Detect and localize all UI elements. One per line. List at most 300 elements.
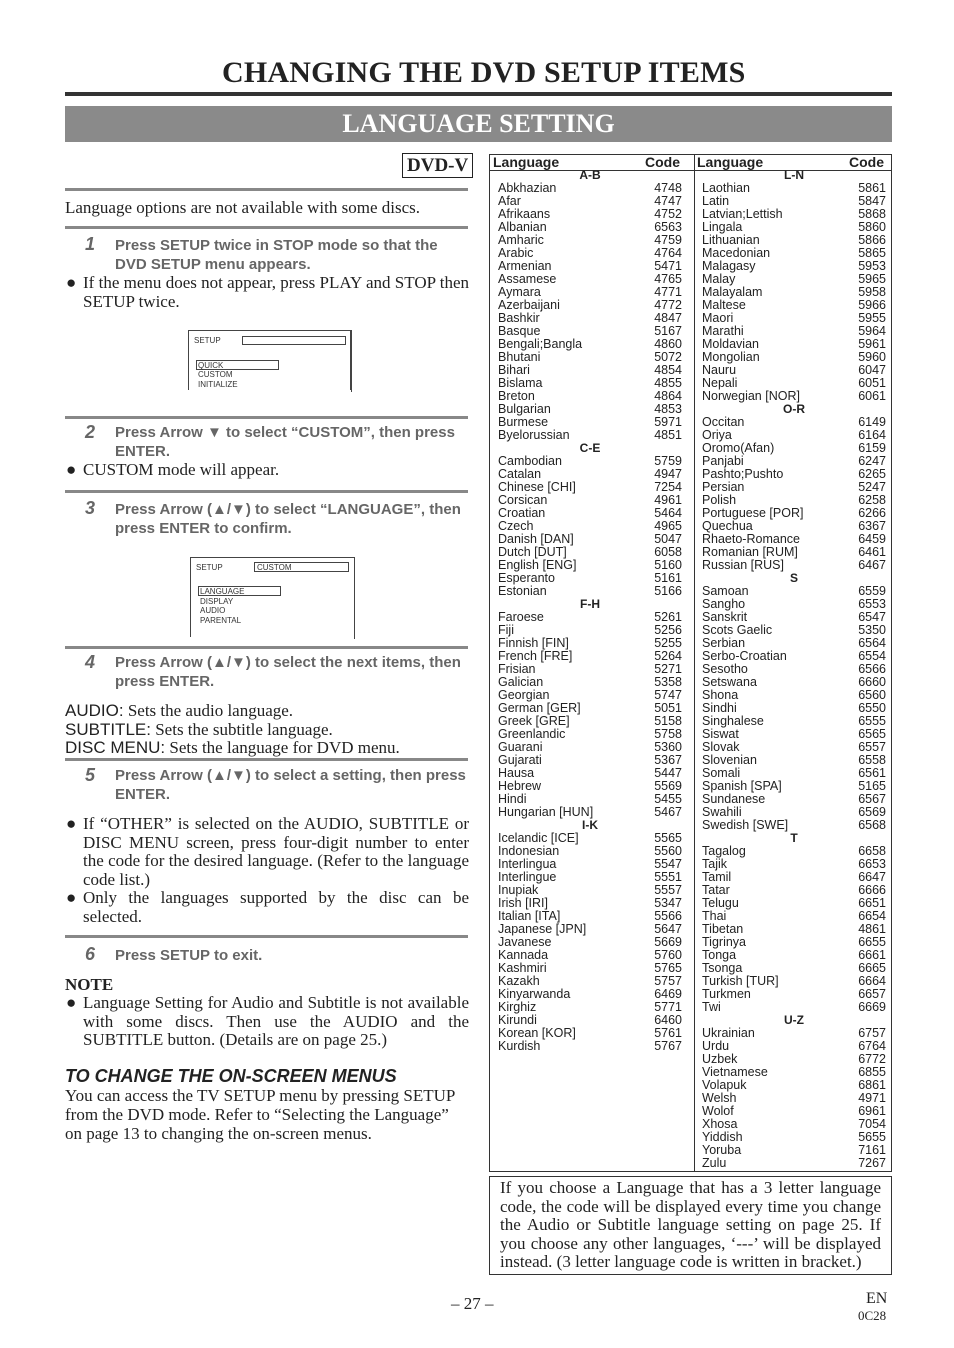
language-name: Hindi — [498, 792, 527, 806]
language-name: Chinese [CHI] — [498, 480, 576, 494]
language-code: 5350 — [858, 623, 886, 637]
language-name: Hebrew — [498, 779, 542, 793]
language-code: 6563 — [654, 220, 682, 234]
language-code: 6861 — [858, 1078, 886, 1092]
language-code: 7054 — [858, 1117, 886, 1131]
language-name: Vietnamese — [702, 1065, 768, 1079]
divider — [65, 226, 468, 229]
language-name: Telugu — [702, 896, 739, 910]
language-code: 5557 — [654, 883, 682, 897]
language-name: Yiddish — [702, 1130, 743, 1144]
language-code: 6654 — [858, 909, 886, 923]
language-name: Sindhi — [702, 701, 737, 715]
language-code: 5565 — [654, 831, 682, 845]
language-code: 6266 — [858, 506, 886, 520]
language-name: German [GER] — [498, 701, 581, 715]
language-code: 4764 — [654, 246, 682, 260]
language-code: 5551 — [654, 870, 682, 884]
language-name: Bashkir — [498, 311, 540, 325]
language-row — [702, 1157, 886, 1170]
language-row — [702, 559, 886, 572]
language-name: Fiji — [498, 623, 514, 637]
language-name: Lingala — [702, 220, 743, 234]
step-4-number: 4 — [85, 652, 96, 672]
language-name: Dutch [DUT] — [498, 545, 567, 559]
language-name: Aymara — [498, 285, 541, 299]
language-code: 5759 — [654, 454, 682, 468]
step-2-bullet: ● CUSTOM mode will appear. — [66, 460, 280, 479]
language-name: Albanian — [498, 220, 547, 234]
divider — [65, 490, 468, 493]
language-code: 5051 — [654, 701, 682, 715]
language-name: Malayalam — [702, 285, 763, 299]
language-row — [498, 806, 682, 819]
title-rule — [65, 92, 892, 96]
language-code: 5566 — [654, 909, 682, 923]
language-code: 4847 — [654, 311, 682, 325]
divider — [65, 188, 468, 191]
language-code: 6559 — [858, 584, 886, 598]
language-name: Xhosa — [702, 1117, 738, 1131]
language-code: 6855 — [858, 1065, 886, 1079]
language-code: 4971 — [858, 1091, 886, 1105]
language-code: 6566 — [858, 662, 886, 676]
language-name: Polish — [702, 493, 737, 507]
language-code: 6547 — [858, 610, 886, 624]
language-code: 5860 — [858, 220, 886, 234]
language-name: Hungarian [HUN] — [498, 805, 594, 819]
language-code: 6061 — [858, 389, 886, 403]
language-code: 5047 — [654, 532, 682, 546]
language-code: 5464 — [654, 506, 682, 520]
language-code: 6058 — [654, 545, 682, 559]
language-name: Romanian [RUM] — [702, 545, 798, 559]
language-code: 6655 — [858, 935, 886, 949]
group-header: F-H — [580, 597, 600, 611]
language-code: 6051 — [858, 376, 886, 390]
language-code: 6560 — [858, 688, 886, 702]
language-name: Afrikaans — [498, 207, 551, 221]
setup-screen-1 — [188, 330, 363, 392]
language-name: Latin — [702, 194, 730, 208]
language-name: Volapuk — [702, 1078, 747, 1092]
group-header: O-R — [783, 402, 805, 416]
language-name: Quechua — [702, 519, 753, 533]
language-code: 6772 — [858, 1052, 886, 1066]
document-code: 0C28 — [858, 1308, 887, 1323]
language-code: 6561 — [858, 766, 886, 780]
language-code: 6565 — [858, 727, 886, 741]
divider — [65, 758, 468, 761]
language-name: Oriya — [702, 428, 732, 442]
language-name: Serbian — [702, 636, 746, 650]
language-row — [498, 429, 682, 442]
language-name: Scots Gaelic — [702, 623, 773, 637]
language-code: 4864 — [654, 389, 682, 403]
language-name: Hausa — [498, 766, 535, 780]
language-code: 6961 — [858, 1104, 886, 1118]
language-code: 4748 — [654, 181, 682, 195]
language-code: 6764 — [858, 1039, 886, 1053]
language-name: Interlingue — [498, 870, 557, 884]
language-code: 5960 — [858, 350, 886, 364]
language-code: 6553 — [858, 597, 886, 611]
language-name: Kashmiri — [498, 961, 547, 975]
language-code: 4965 — [654, 519, 682, 533]
language-code: 4771 — [654, 285, 682, 299]
language-name: Turkmen — [702, 987, 751, 1001]
language-code: 5447 — [654, 766, 682, 780]
language-name: Italian [ITA] — [498, 909, 561, 923]
language-code: 5347 — [654, 896, 682, 910]
language-code: 6568 — [858, 818, 886, 832]
language-code: 6265 — [858, 467, 886, 481]
group-header: T — [790, 831, 798, 845]
language-name: Nepali — [702, 376, 738, 390]
language-name: Byelorussian — [498, 428, 570, 442]
language-code: 6159 — [858, 441, 886, 455]
language-name: Tagalog — [702, 844, 746, 858]
language-name: Croatian — [498, 506, 546, 520]
language-name: Amharic — [498, 233, 544, 247]
section-banner: LANGUAGE SETTING — [65, 106, 892, 142]
screen-2-item-language: LANGUAGE — [200, 587, 245, 596]
language-name: Interlingua — [498, 857, 557, 871]
language-code: 5358 — [654, 675, 682, 689]
language-code: 6569 — [858, 805, 886, 819]
language-code: 5471 — [654, 259, 682, 273]
language-code: 5965 — [858, 272, 886, 286]
language-name: Maori — [702, 311, 734, 325]
language-code: 5866 — [858, 233, 886, 247]
language-name: Bulgarian — [498, 402, 551, 416]
note-bullet: ● Language Setting for Audio and Subtitle is not available with some discs. Then use the AUDIO and the SUBTITLE button. (Details are on page 25.) — [66, 993, 469, 1049]
language-name: Spanish [SPA] — [702, 779, 782, 793]
language-name: Pashto;Pushto — [702, 467, 784, 481]
language-name: Abkhazian — [498, 181, 557, 195]
language-name: Azerbaijani — [498, 298, 560, 312]
step-1-bullet: ● If the menu does not appear, press PLAY and STOP then SETUP twice. — [66, 273, 469, 311]
language-row — [498, 1040, 682, 1053]
language-code: 4861 — [858, 922, 886, 936]
language-name: Danish [DAN] — [498, 532, 574, 546]
language-name: Icelandic [ICE] — [498, 831, 579, 845]
language-code: 5072 — [654, 350, 682, 364]
language-code: 5761 — [654, 1026, 682, 1040]
language-name: Latvian;Lettish — [702, 207, 783, 221]
language-name: Frisian — [498, 662, 536, 676]
language-name: Norwegian [NOR] — [702, 389, 800, 403]
language-name: Catalan — [498, 467, 542, 481]
table-header-language: Language — [493, 154, 560, 170]
language-code: 5669 — [654, 935, 682, 949]
language-name: Burmese — [498, 415, 549, 429]
divider — [65, 935, 468, 938]
language-name: Faroese — [498, 610, 544, 624]
language-code: 5757 — [654, 974, 682, 988]
screen-2-tab-custom: CUSTOM — [257, 563, 292, 572]
dvd-v-badge: DVD-V — [402, 153, 473, 178]
language-name: Afar — [498, 194, 521, 208]
language-name: Corsican — [498, 493, 548, 507]
note-heading: NOTE — [65, 975, 114, 994]
language-name: Shona — [702, 688, 739, 702]
language-code: 6660 — [858, 675, 886, 689]
language-name: Siswat — [702, 727, 739, 741]
screen-2-item-audio: AUDIO — [200, 606, 226, 615]
language-column-right — [702, 169, 886, 1170]
language-name: Welsh — [702, 1091, 737, 1105]
language-name: Kirundi — [498, 1013, 537, 1027]
language-name: Tajik — [702, 857, 728, 871]
language-name: Breton — [498, 389, 535, 403]
language-code: 5166 — [654, 584, 682, 598]
language-code: 5547 — [654, 857, 682, 871]
language-name: Bengali;Bangla — [498, 337, 583, 351]
language-code: 6564 — [858, 636, 886, 650]
group-header: I-K — [582, 818, 598, 832]
language-code: 5971 — [654, 415, 682, 429]
language-name: Wolof — [702, 1104, 734, 1118]
language-name: Somali — [702, 766, 741, 780]
language-code: 6653 — [858, 857, 886, 871]
language-name: Nauru — [702, 363, 737, 377]
language-code: 6258 — [858, 493, 886, 507]
language-code: 4947 — [654, 467, 682, 481]
language-name: Tibetan — [702, 922, 744, 936]
language-name: Sesotho — [702, 662, 748, 676]
language-code: 6665 — [858, 961, 886, 975]
language-code: 4961 — [654, 493, 682, 507]
language-code: 5569 — [654, 779, 682, 793]
audio-definition: AUDIO: Sets the audio language. — [65, 701, 294, 720]
language-name: Macedonian — [702, 246, 771, 260]
table-header-code: Code — [849, 154, 884, 170]
language-name: Russian [RUS] — [702, 558, 784, 572]
language-name: Tsonga — [702, 961, 743, 975]
language-code: 5868 — [858, 207, 886, 221]
language-code: 7267 — [858, 1156, 886, 1170]
step-5-bullet-other: ● If “OTHER” is selected on the AUDIO, SUBTITLE or DISC MENU screen, press four-digit number to enter the code for the desired language. (Refer to the language code list.) — [66, 814, 469, 889]
language-name: Sanskrit — [702, 610, 748, 624]
language-code: 6461 — [858, 545, 886, 559]
group-header: A-B — [579, 168, 601, 182]
language-code: 4747 — [654, 194, 682, 208]
language-code: 5261 — [654, 610, 682, 624]
language-name: English [ENG] — [498, 558, 577, 572]
language-name: Thai — [702, 909, 727, 923]
language-name: Laothian — [702, 181, 750, 195]
language-code: 5264 — [654, 649, 682, 663]
language-name: Kannada — [498, 948, 549, 962]
language-code: 5560 — [654, 844, 682, 858]
language-name: Swedish [SWE] — [702, 818, 789, 832]
step-2-text: Press Arrow ▼ to select “CUSTOM”, then press ENTER. — [115, 424, 455, 460]
language-code: 4855 — [654, 376, 682, 390]
step-3-number: 3 — [85, 498, 96, 518]
language-name: Korean [KOR] — [498, 1026, 576, 1040]
language-code: 6757 — [858, 1026, 886, 1040]
step-5-text: Press Arrow (▲/▼) to select a setting, then press ENTER. — [115, 767, 466, 803]
language-name: Sundanese — [702, 792, 766, 806]
language-code: 6164 — [858, 428, 886, 442]
language-name: Setswana — [702, 675, 757, 689]
divider — [65, 646, 468, 649]
language-name: Finnish [FIN] — [498, 636, 569, 650]
language-code: 5758 — [654, 727, 682, 741]
language-name: Cambodian — [498, 454, 562, 468]
language-name: Tigrinya — [702, 935, 746, 949]
page-title: CHANGING THE DVD SETUP ITEMS — [222, 56, 746, 89]
language-code-table — [489, 154, 892, 1172]
language-name: Sangho — [702, 597, 746, 611]
language-name: Malagasy — [702, 259, 756, 273]
language-code: 6658 — [858, 844, 886, 858]
group-header: U-Z — [784, 1013, 804, 1027]
language-name: Javanese — [498, 935, 552, 949]
language-name: Persian — [702, 480, 745, 494]
language-name: Serbo-Croatian — [702, 649, 787, 663]
language-code: 5455 — [654, 792, 682, 806]
language-name: Moldavian — [702, 337, 759, 351]
language-code: 5765 — [654, 961, 682, 975]
language-code: 6459 — [858, 532, 886, 546]
step-2-number: 2 — [85, 422, 96, 442]
step-5-number: 5 — [85, 765, 96, 785]
step-4-text: Press Arrow (▲/▼) to select the next items, then press ENTER. — [115, 654, 461, 690]
language-name: Samoan — [702, 584, 749, 598]
step-6-text: Press SETUP to exit. — [115, 947, 263, 964]
language-code: 6469 — [654, 987, 682, 1001]
language-code: 5953 — [858, 259, 886, 273]
language-row — [702, 1001, 886, 1014]
language-name: Tonga — [702, 948, 737, 962]
language-name: Estonian — [498, 584, 547, 598]
language-name: Portuguese [POR] — [702, 506, 804, 520]
language-name: Japanese [JPN] — [498, 922, 587, 936]
language-name: Maltese — [702, 298, 746, 312]
language-code: 6554 — [858, 649, 886, 663]
language-code: 6367 — [858, 519, 886, 533]
group-header: C-E — [579, 441, 601, 455]
language-name: Kazakh — [498, 974, 540, 988]
language-code: 5847 — [858, 194, 886, 208]
language-code: 6467 — [858, 558, 886, 572]
language-row — [702, 819, 886, 832]
language-name: Bhutani — [498, 350, 541, 364]
language-code: 5655 — [858, 1130, 886, 1144]
language-code: 6247 — [858, 454, 886, 468]
language-name: Panjabi — [702, 454, 744, 468]
language-name: Ukrainian — [702, 1026, 755, 1040]
language-code: 5467 — [654, 805, 682, 819]
step-1-text: Press SETUP twice in STOP mode so that the DVD SETUP menu appears. — [115, 237, 438, 273]
screen-1-item-initialize: INITIALIZE — [198, 380, 238, 389]
language-name: Gujarati — [498, 753, 542, 767]
language-code: 7161 — [858, 1143, 886, 1157]
language-name: Greek [GRE] — [498, 714, 570, 728]
language-name: Czech — [498, 519, 534, 533]
divider — [65, 416, 468, 419]
language-code: 5367 — [654, 753, 682, 767]
language-code: 4851 — [654, 428, 682, 442]
language-code: 4860 — [654, 337, 682, 351]
language-code: 4772 — [654, 298, 682, 312]
language-code: 5647 — [654, 922, 682, 936]
language-name: Galician — [498, 675, 544, 689]
step-1-number: 1 — [85, 234, 96, 254]
language-name: Lithuanian — [702, 233, 760, 247]
language-code: 5747 — [654, 688, 682, 702]
language-code: 6666 — [858, 883, 886, 897]
language-code: 5167 — [654, 324, 682, 338]
language-name: Kinyarwanda — [498, 987, 571, 1001]
language-code: 5158 — [654, 714, 682, 728]
language-name: Twi — [702, 1000, 721, 1014]
language-name: Oromo(Afan) — [702, 441, 775, 455]
language-row — [702, 390, 886, 403]
language-name: Zulu — [702, 1156, 727, 1170]
language-name: Slovenian — [702, 753, 757, 767]
language-code: 5247 — [858, 480, 886, 494]
language-code: 5961 — [858, 337, 886, 351]
language-name: Armenian — [498, 259, 552, 273]
language-code: 4765 — [654, 272, 682, 286]
language-name: Greenlandic — [498, 727, 566, 741]
step-3-text: Press Arrow (▲/▼) to select “LANGUAGE”, then press ENTER to confirm. — [115, 501, 461, 537]
language-name: Esperanto — [498, 571, 555, 585]
language-name: Swahili — [702, 805, 742, 819]
language-name: Tatar — [702, 883, 730, 897]
language-code: 5161 — [654, 571, 682, 585]
language-code: 5165 — [858, 779, 886, 793]
language-code: 6550 — [858, 701, 886, 715]
language-name: Turkish [TUR] — [702, 974, 779, 988]
language-code: 4853 — [654, 402, 682, 416]
language-name: Irish [IRI] — [498, 896, 549, 910]
language-code: 6647 — [858, 870, 886, 884]
language-code: 5865 — [858, 246, 886, 260]
language-code: 5360 — [654, 740, 682, 754]
language-name: Singhalese — [702, 714, 764, 728]
language-code: 6567 — [858, 792, 886, 806]
language-row — [498, 585, 682, 598]
language-code: 5964 — [858, 324, 886, 338]
language-name: Inupiak — [498, 883, 539, 897]
language-code: 5160 — [654, 558, 682, 572]
language-name: Kirghiz — [498, 1000, 537, 1014]
language-code: 5966 — [858, 298, 886, 312]
language-name: Uzbek — [702, 1052, 738, 1066]
language-name: Urdu — [702, 1039, 730, 1053]
language-code: 5760 — [654, 948, 682, 962]
language-name: Arabic — [498, 246, 534, 260]
table-header-language: Language — [697, 154, 764, 170]
language-name: Basque — [498, 324, 541, 338]
language-code: 6047 — [858, 363, 886, 377]
language-name: Guarani — [498, 740, 543, 754]
on-screen-menus-heading: TO CHANGE THE ON-SCREEN MENUS — [65, 1066, 397, 1086]
intro-text: Language options are not available with some discs. — [65, 198, 421, 217]
language-code: 5767 — [654, 1039, 682, 1053]
subtitle-definition: SUBTITLE: Sets the subtitle language. — [65, 720, 333, 739]
language-name: Marathi — [702, 324, 744, 338]
language-code: 6555 — [858, 714, 886, 728]
language-code: 5861 — [858, 181, 886, 195]
language-code: 6557 — [858, 740, 886, 754]
language-code: 7254 — [654, 480, 682, 494]
language-code: 6657 — [858, 987, 886, 1001]
